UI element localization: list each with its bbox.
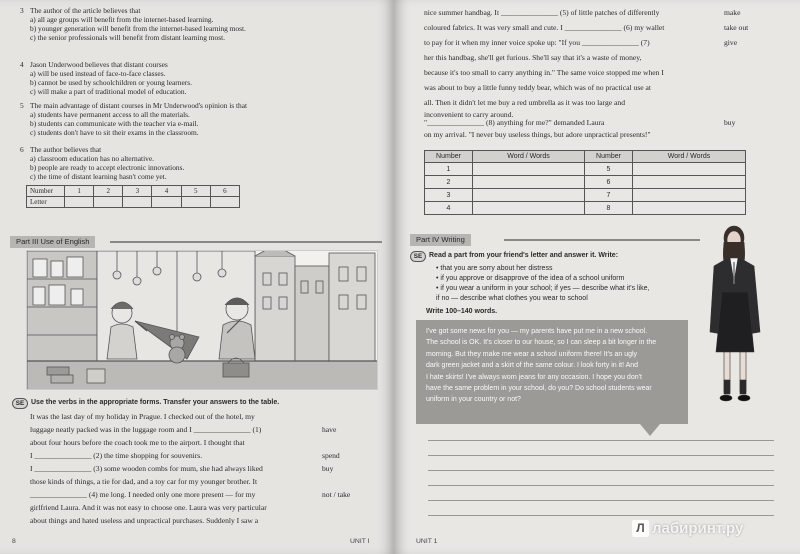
answer-cell-number: 1 <box>65 186 94 197</box>
verb-hint: make <box>724 8 741 17</box>
answer-table-number-label: Number <box>27 186 65 197</box>
option-a: a) all age groups will benefit from the internet-based learning. <box>30 15 214 24</box>
words-table-answer[interactable] <box>473 202 585 215</box>
letter-line: I've got some news for you — my parents have put me in a new school. <box>426 328 648 335</box>
option-c: c) will make a part of traditional model of education. <box>30 87 187 96</box>
option-a: a) will be used instead of face-to-face classes. <box>30 69 166 78</box>
letter-line: uniform in your country or not? <box>426 396 521 404</box>
page-number: 8 <box>12 538 16 545</box>
story-line: her this handbag, she'll get furious. She'll say that it's a waste of money, <box>424 53 642 62</box>
answer-cell-number: 3 <box>123 186 152 197</box>
se-badge: SE <box>12 398 28 409</box>
story-line: _______________ (4) me long. I needed only one more present — for my <box>30 490 256 499</box>
question-stem: The main advantage of distant courses in Mr Underwood's opinion is that <box>30 101 248 110</box>
shop-illustration <box>26 250 378 390</box>
story-line: I _______________ (3) some wooden combs for mum, she had always liked <box>30 464 263 473</box>
speech-tail <box>640 424 660 436</box>
answer-cell-empty[interactable] <box>181 197 210 208</box>
letter-line: morning. But they make me wear a school uniform there! It's an ugly <box>426 350 638 358</box>
words-table <box>424 150 746 215</box>
answer-cell-number: 5 <box>181 186 210 197</box>
story-line: inconvenient to carry around. <box>424 110 514 119</box>
story-line: on my arrival. "I never buy useless things, but adore unpractical presents!" <box>424 130 651 139</box>
part-3-header <box>10 236 390 248</box>
words-table-number: 7 <box>585 189 633 202</box>
answer-cell-empty[interactable] <box>152 197 181 208</box>
watermark-text: лабиринт.ру <box>652 520 744 537</box>
verb-hint: buy <box>724 118 736 127</box>
schoolgirl-figure <box>696 222 776 422</box>
verb-hint: give <box>724 38 738 47</box>
question-stem: Jason Underwood believes that distant courses <box>30 60 168 69</box>
words-table-header: Word / Words <box>473 151 585 163</box>
writing-line[interactable] <box>428 470 774 471</box>
words-table-number: 3 <box>425 189 473 202</box>
part-4-instruction: Read a part from your friend's letter and answer it. Write: <box>429 252 619 259</box>
part-4-header <box>410 234 700 246</box>
friend-letter-text <box>426 326 684 406</box>
option-a: a) classroom education has no alternative. <box>30 154 154 163</box>
letter-line: I hate skirts! I've always worn jeans for any occasion. I hope you don't <box>426 373 642 381</box>
part-3-rule <box>110 241 382 243</box>
verb-hint: take out <box>724 23 749 32</box>
labirint-logo-icon: Л <box>632 520 649 537</box>
story-line: "_______________ (8) anything for me?" demanded Laura <box>424 118 605 127</box>
question-3 <box>20 6 320 42</box>
verb-hint: not / take <box>322 490 351 499</box>
question-stem: The author of the article believes that <box>30 6 141 15</box>
words-table-header: Number <box>585 151 633 163</box>
letter-line: have the same problem in your school, do you? Do school students wear <box>426 385 652 393</box>
story-line: was about to buy a little funny teddy bear, which was of no practical use at <box>424 83 652 92</box>
answer-cell-empty[interactable] <box>123 197 152 208</box>
story-line: girlfriend Laura. And it was not easy to choose one. Laura was very particular <box>30 503 267 512</box>
story-line: about four hours before the coach took me to the airport. I thought that <box>30 438 245 447</box>
story-line: because it's too small to carry anything in." The same voice stopped me when I <box>424 68 664 77</box>
answer-cell-empty[interactable] <box>94 197 123 208</box>
story-line: those kinds of things, a tie for dad, and a toy car for my younger brother. It <box>30 477 258 486</box>
part-3-label: Part III Use of English <box>10 236 95 248</box>
answer-cell-number: 6 <box>210 186 239 197</box>
word-count-instruction: Write 100–140 words. <box>426 308 498 315</box>
bullet-item: • that you are sorry about her distress <box>436 265 553 272</box>
verb-hint: spend <box>322 451 340 460</box>
words-table-header: Word / Words <box>633 151 746 163</box>
words-table-number: 4 <box>425 202 473 215</box>
question-stem: The author believes that <box>30 145 102 154</box>
unit-label: UNIT 1 <box>416 538 438 545</box>
question-4 <box>20 60 320 96</box>
shop-scene-drawing <box>27 251 378 390</box>
verb-hint: have <box>322 425 337 434</box>
option-b: b) younger generation will benefit from the internet-based learning most. <box>30 24 246 33</box>
words-table-header: Number <box>425 151 473 163</box>
answer-cell-number: 4 <box>152 186 181 197</box>
words-table-answer[interactable] <box>633 189 746 202</box>
bullet-item: if no — describe what clothes you wear to school <box>436 295 588 302</box>
story-line: It was the last day of my holiday in Prague. I checked out of the hotel, my <box>30 412 255 421</box>
question-5 <box>20 101 320 137</box>
words-table-answer[interactable] <box>473 163 585 176</box>
writing-line[interactable] <box>428 500 774 501</box>
part-4-rule <box>504 239 700 241</box>
question-number: 6 <box>20 145 24 154</box>
writing-line[interactable] <box>428 455 774 456</box>
story-line: coloured fabrics. It was very small and cute. I _______________ (6) my wallet <box>424 23 665 32</box>
writing-line[interactable] <box>428 485 774 486</box>
words-table-number: 6 <box>585 176 633 189</box>
story-line: nice summer handbag. It _______________ (5) of little patches of differently <box>424 8 660 17</box>
option-b: b) people are ready to accept electronic innovations. <box>30 163 185 172</box>
question-number: 5 <box>20 101 24 110</box>
left-page <box>0 0 394 554</box>
answer-table-letter-label: Letter <box>27 197 65 208</box>
bullet-item: • if you approve or disapprove of the idea of a school uniform <box>436 275 625 282</box>
story-line: all. Then it didn't let me buy a red umbrella as it was too large and <box>424 98 626 107</box>
option-c: c) students don't have to sit their exams in the classroom. <box>30 128 199 137</box>
words-table-number: 5 <box>585 163 633 176</box>
letter-line: The school is OK. It's closer to our house, so I can sleep a bit longer in the <box>426 339 657 347</box>
story-line: to pay for it when my inner voice spoke up: "If you _______________ (7) <box>424 38 650 47</box>
part-3-instruction: Use the verbs in the appropriate forms. Transfer your answers to the table. <box>31 399 280 406</box>
letter-line: dark green jacket and a skirt of the same colour. I look forty in it! And <box>426 362 639 370</box>
option-c: c) the time of distant learning hasn't come yet. <box>30 172 167 181</box>
verb-hint: buy <box>322 464 334 473</box>
writing-line[interactable] <box>428 440 774 441</box>
answer-table <box>26 185 240 208</box>
answer-cell-empty[interactable] <box>65 197 94 208</box>
story-line: about things and hated useless and unpractical purchases. Suddenly I saw a <box>30 516 259 525</box>
answer-cell-empty[interactable] <box>210 197 239 208</box>
words-table-number: 1 <box>425 163 473 176</box>
words-table-number: 2 <box>425 176 473 189</box>
question-number: 4 <box>20 60 24 69</box>
writing-line[interactable] <box>428 515 774 516</box>
words-table-number: 8 <box>585 202 633 215</box>
words-table-answer[interactable] <box>473 176 585 189</box>
bullet-item: • if you wear a uniform in your school; if yes — describe what it's like, <box>436 285 650 292</box>
part-4-label: Part IV Writing <box>410 234 471 246</box>
story-line: I _______________ (2) the time shopping for souvenirs. <box>30 451 203 460</box>
words-table-answer[interactable] <box>473 189 585 202</box>
answer-cell-number: 2 <box>94 186 123 197</box>
words-table-answer[interactable] <box>633 202 746 215</box>
story-line: luggage neatly packed was in the luggage room and I _______________ (1) <box>30 425 262 434</box>
option-c: c) the senior professionals will benefit from distant learning most. <box>30 33 225 42</box>
question-number: 3 <box>20 6 24 15</box>
unit-label: UNIT I <box>350 538 370 545</box>
se-badge: SE <box>410 251 426 262</box>
words-table-answer[interactable] <box>633 176 746 189</box>
words-table-answer[interactable] <box>633 163 746 176</box>
question-6 <box>20 145 320 181</box>
option-b: b) students can communicate with the teacher via e-mail. <box>30 119 199 128</box>
option-b: b) cannot be used by schoolchildren or young learners. <box>30 78 192 87</box>
option-a: a) students have permanent access to all the materials. <box>30 110 190 119</box>
